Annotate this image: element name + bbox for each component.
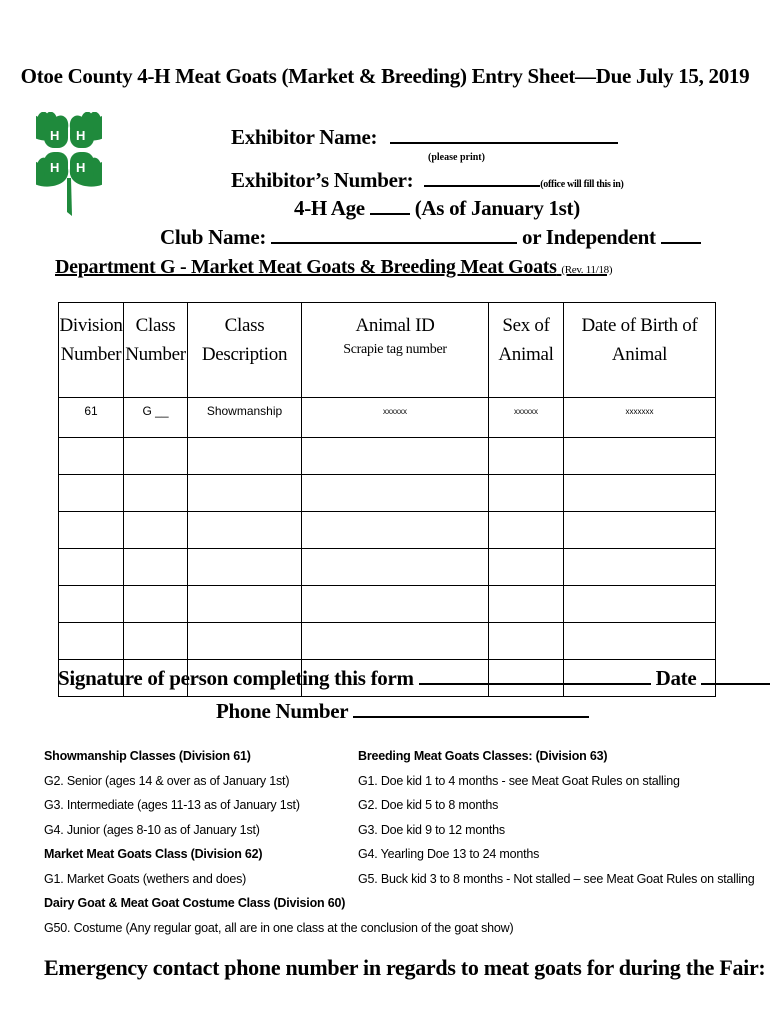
age-suffix: (As of January 1st)	[414, 196, 580, 220]
age-field[interactable]	[370, 195, 410, 215]
table-row[interactable]	[59, 623, 716, 660]
exhibitor-number-label: Exhibitor’s Number:	[231, 168, 414, 192]
table-row[interactable]	[59, 549, 716, 586]
header-date-of-birth: Date of Birth of Animal	[564, 303, 716, 398]
table-row	[59, 398, 716, 438]
list-item: G2. Senior (ages 14 & over as of January 1st)	[44, 773, 290, 788]
department-heading	[55, 256, 612, 279]
list-item: G1. Market Goats (wethers and does)	[44, 871, 247, 886]
club-name-field[interactable]	[271, 224, 517, 244]
list-item: G5. Buck kid 3 to 8 months - Not stalled – see Meat Goat Rules on stalling	[358, 871, 755, 886]
dairy-heading: Dairy Goat & Meat Goat Costume Class (Division 60)	[44, 896, 346, 910]
cell-sex: xxxxxx	[489, 398, 564, 438]
table-row[interactable]	[59, 512, 716, 549]
header-sex: Sex of Animal	[489, 303, 564, 398]
exhibitor-number-field[interactable]	[424, 167, 540, 187]
header-class-number: Class Number	[124, 303, 188, 398]
exhibitor-name-row	[231, 124, 618, 150]
header-animal-id: Animal ID Scrapie tag number	[302, 303, 489, 398]
table-row[interactable]	[59, 475, 716, 512]
revision-note: (Rev. 11/18)	[561, 264, 613, 276]
list-item: G50. Costume (Any regular goat, all are in one class at the conclusion of the goat show)	[44, 920, 514, 935]
age-label: 4-H Age	[294, 196, 365, 220]
club-name-label: Club Name:	[160, 225, 267, 249]
cell-description: Showmanship	[188, 398, 302, 438]
cell-dob: xxxxxxx	[564, 398, 716, 438]
list-item: G3. Doe kid 9 to 12 months	[358, 822, 505, 837]
header-division: Division Number	[59, 303, 124, 398]
header-class-description: Class Description	[188, 303, 302, 398]
list-item: G4. Yearling Doe 13 to 24 months	[358, 847, 540, 861]
form-title: Otoe County 4-H Meat Goats (Market & Breeding) Entry Sheet—Due July 15, 2019	[20, 64, 750, 88]
phone-row	[216, 698, 589, 724]
independent-field[interactable]	[661, 224, 701, 244]
date-field[interactable]	[701, 665, 770, 685]
club-row	[160, 224, 701, 250]
exhibitor-number-row	[231, 167, 624, 193]
svg-text:H: H	[50, 160, 60, 175]
emergency-label: Emergency contact phone number in regards to meat goats for during the Fair:	[44, 955, 766, 980]
market-heading: Market Meat Goats Class (Division 62)	[44, 847, 263, 861]
breeding-heading: Breeding Meat Goats Classes: (Division 63)	[358, 749, 608, 763]
table-header-row	[59, 303, 716, 398]
date-label: Date	[655, 666, 697, 690]
cell-division: 61	[59, 398, 124, 438]
please-print-note: (please print)	[428, 152, 485, 163]
four-h-clover-logo-icon	[36, 112, 102, 216]
table-row[interactable]	[59, 438, 716, 475]
svg-text:H: H	[76, 160, 86, 175]
list-item: G1. Doe kid 1 to 4 months - see Meat Goat Rules on stalling	[358, 773, 680, 788]
exhibitor-name-label: Exhibitor Name:	[231, 125, 378, 149]
list-item: G4. Junior (ages 8-10 as of January 1st)	[44, 822, 260, 837]
list-item: G2. Doe kid 5 to 8 months	[358, 798, 499, 812]
svg-text:H: H	[76, 128, 86, 143]
table-row[interactable]	[59, 586, 716, 623]
svg-text:H: H	[50, 128, 60, 143]
entry-table	[58, 302, 716, 697]
department-title: Department G - Market Meat Goats & Breeding Meat Goats	[55, 256, 557, 278]
signature-field[interactable]	[419, 665, 651, 685]
independent-label: or Independent	[522, 225, 656, 249]
signature-row	[58, 665, 770, 691]
office-note: (office will fill this in)	[540, 179, 624, 190]
phone-field[interactable]	[353, 698, 589, 718]
age-row	[294, 195, 580, 221]
phone-label: Phone Number	[216, 699, 348, 723]
cell-animal-id: xxxxxx	[302, 398, 489, 438]
signature-label: Signature of person completing this form	[58, 666, 414, 690]
cell-class-number[interactable]: G __	[124, 398, 188, 438]
showmanship-heading: Showmanship Classes (Division 61)	[44, 749, 251, 763]
right-class-list	[358, 744, 755, 891]
exhibitor-name-field[interactable]	[390, 124, 618, 144]
emergency-row	[44, 955, 770, 981]
list-item: G3. Intermediate (ages 11-13 as of January 1st)	[44, 798, 300, 812]
